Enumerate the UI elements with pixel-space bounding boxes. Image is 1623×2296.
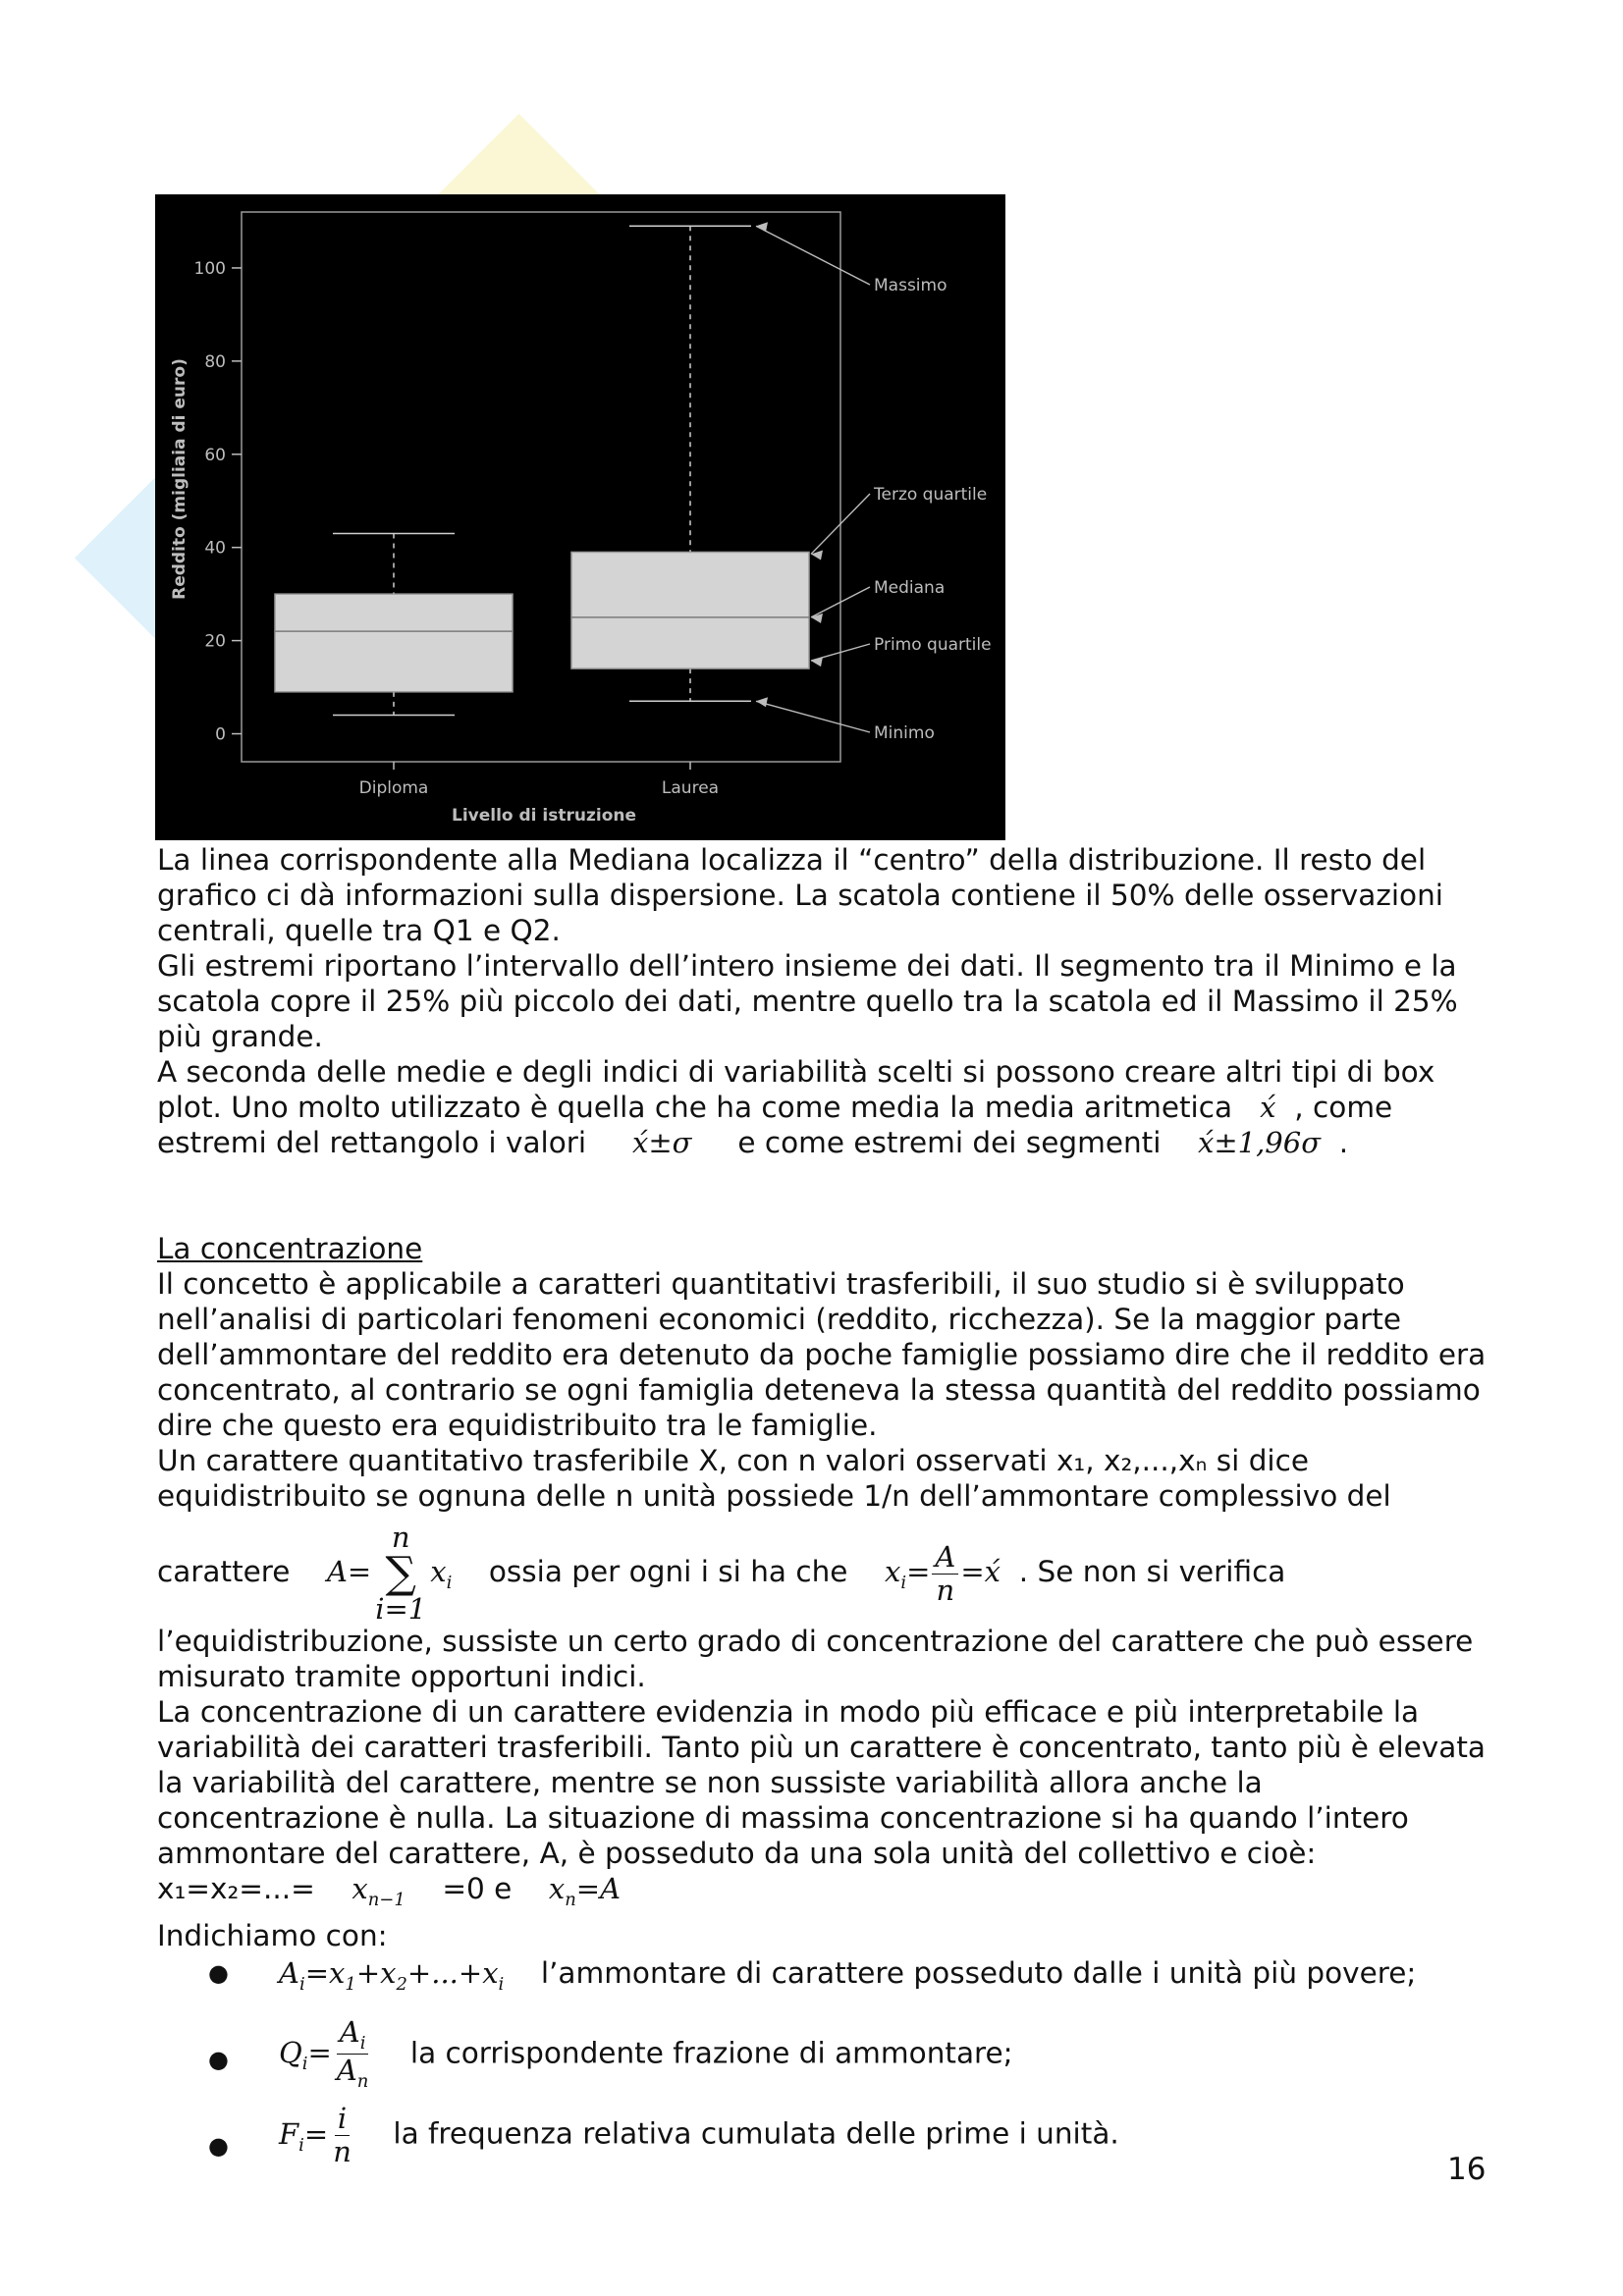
y-tick-label: 100 xyxy=(193,258,226,279)
paragraph-9: Indichiamo con: xyxy=(157,1918,388,1952)
x-tick-label: Laurea xyxy=(661,778,720,798)
list-item: ● $Q_i=$ $\frac{A_i}{A_n}$ la corrispondente frazione di ammontare; xyxy=(208,2014,1013,2093)
formula-mean: x́ xyxy=(1260,1091,1276,1124)
formula-mean-pm-sigma: x́±σ xyxy=(631,1126,692,1159)
paragraph-7: La concentrazione di un carattere evidenzia in modo più efficace e più interpretabile la variabilità dei caratteri trasferibili. Tanto più un carattere è concentrato, tanto più è elevata la variabilità del carattere, mentre se non sussiste variabilità allora anche la concentrazione è nulla. La situazione di massima concentrazione si ha quando l’intero ammontare del carattere, A, è posseduto da una sola unità del collettivo e cioè: xyxy=(157,1695,1486,1870)
section-heading: La concentrazione xyxy=(157,1232,423,1265)
annotation-arrow xyxy=(756,701,870,732)
bullet-icon: ● xyxy=(208,2132,229,2161)
paragraph-5-formula-line: carattere A= n ∑ i=1 $x_i$ ossia per ogni i si ha che $x_i=$ $\frac{A}{n}$ =x́ . Se non si verifica xyxy=(157,1521,1286,1626)
formula-total-A: A= n ∑ i=1 $x_i$ xyxy=(326,1521,453,1626)
y-tick-label: 60 xyxy=(204,445,226,465)
arrowhead-icon xyxy=(811,657,823,667)
formula-xn-1: $x_{n-1}$ xyxy=(352,1872,406,1910)
y-axis-label: Reddito (migliaia di euro) xyxy=(170,358,189,600)
paragraph-8: x₁=x₂=...= $x_{n-1}$ =0 e $x_n=A$ xyxy=(157,1872,622,1910)
x-tick-label: Diploma xyxy=(358,778,429,798)
formula-xi-equal: $x_i=$ $\frac{A}{n}$ =x́ xyxy=(884,1539,1001,1607)
annotation-label: Primo quartile xyxy=(874,635,992,655)
formula-Fi: $F_i=$ $\frac{i}{n}$ xyxy=(279,2102,352,2169)
text-block-boxplot xyxy=(157,842,1492,1160)
list-item: ● $A_i=x_1+x_2+...+x_i$ l’ammontare di carattere posseduto dalle i unità più povere; xyxy=(157,1953,1492,2004)
list-item: ● $F_i=$ $\frac{i}{n}$ la frequenza relativa cumulata delle prime i unità. xyxy=(208,2102,1119,2169)
box-diploma xyxy=(275,594,513,692)
paragraph-2: Gli estremi riportano l’intervallo dell’intero insieme dei dati. Il segmento tra il Minimo e la scatola copre il 25% più piccolo dei dati, mentre quello tra la scatola ed il Massimo il 25% più grande. xyxy=(157,949,1458,1053)
arrowhead-icon xyxy=(756,222,768,232)
y-tick-label: 0 xyxy=(215,724,226,745)
annotation-label: Minimo xyxy=(874,723,935,743)
formula-xn-A: $x_n=A$ xyxy=(548,1872,622,1910)
section-concentrazione xyxy=(157,1231,1492,2169)
paragraph-6: l’equidistribuzione, sussiste un certo grado di concentrazione del carattere che può essere misurato tramite opportuni indici. xyxy=(157,1625,1474,1693)
page-number: 16 xyxy=(1447,2152,1487,2187)
boxplot-chart xyxy=(155,194,1005,840)
annotation-label: Mediana xyxy=(874,578,946,598)
annotation-label: Terzo quartile xyxy=(874,485,988,505)
x-axis-label: Livello di istruzione xyxy=(451,806,637,826)
formula-mean-pm-196-sigma: x́±1,96σ xyxy=(1197,1126,1321,1159)
formula-Qi: $Q_i=$ $\frac{A_i}{A_n}$ xyxy=(279,2014,369,2093)
definitions-list xyxy=(157,1953,1492,2169)
paragraph-1: La linea corrispondente alla Mediana localizza il “centro” della distribuzione. Il resto del grafico ci dà informazioni sulla dispersione. La scatola contiene il 50% delle osservazioni centrali, quelle tra Q1 e Q2. xyxy=(157,843,1443,947)
y-tick-label: 80 xyxy=(204,351,226,372)
y-tick-label: 40 xyxy=(204,538,226,559)
annotation-arrow xyxy=(756,226,870,285)
formula-Ai: $A_i=x_1+x_2+...+x_i$ xyxy=(279,1955,505,1995)
arrowhead-icon xyxy=(756,697,768,707)
box-laurea xyxy=(571,552,809,668)
annotation-label: Massimo xyxy=(874,276,947,295)
boxplot-svg xyxy=(155,194,1005,840)
bullet-icon: ● xyxy=(208,2045,229,2073)
paragraph-4: Il concetto è applicabile a caratteri quantitativi trasferibili, il suo studio si è sviluppato nell’analisi di particolari fenomeni economici (reddito, ricchezza). Se la maggior parte dell’ammontare del reddito era detenuto da poche famiglie possiamo dire che il reddito era concentrato, al contrario se ogni famiglia deteneva la stessa quantità del reddito possiamo dire che questo era equidistribuito tra le famiglie. xyxy=(157,1267,1487,1442)
paragraph-3: A seconda delle medie e degli indici di variabilità scelti si possono creare altri tipi di box plot. Uno molto utilizzato è quella che ha come media la media aritmetica x́ , come estremi del rettangolo i valori x́±σ e come estremi dei segmenti x́±1,96σ . xyxy=(157,1055,1435,1159)
y-tick-label: 20 xyxy=(204,631,226,652)
bullet-icon: ● xyxy=(208,1958,229,1987)
paragraph-5: Un carattere quantitativo trasferibile X, con n valori osservati x₁, x₂,...,xₙ si dice equidistribuito se ognuna delle n unità possiede 1/n dell’ammontare complessivo del xyxy=(157,1444,1391,1513)
